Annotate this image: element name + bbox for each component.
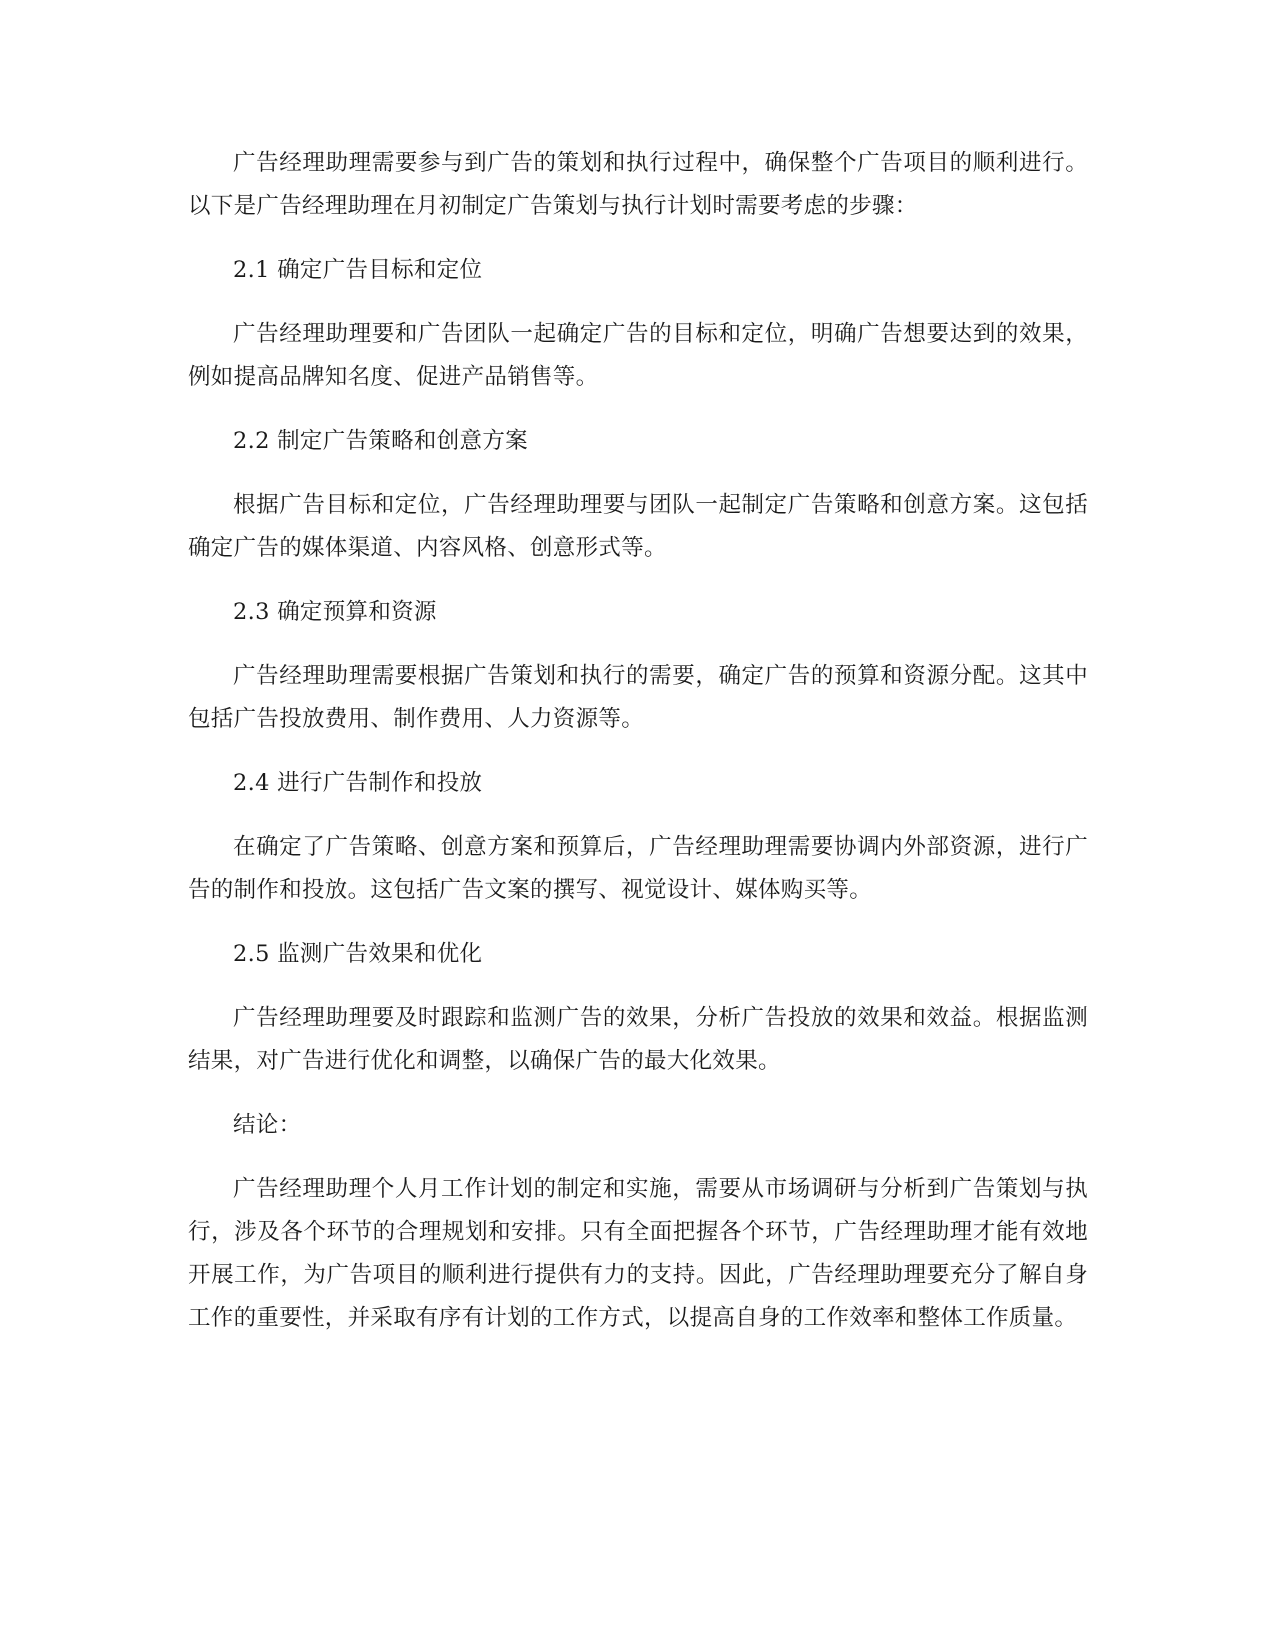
conclusion-paragraph: 广告经理助理个人月工作计划的制定和实施，需要从市场调研与分析到广告策划与执行，涉及各个环节的合理规划和安排。只有全面把握各个环节，广告经理助理才能有效地开展工作，为广告项目的顺利进行提供有力的支持。因此，广告经理助理要充分了解自身工作的重要性，并采取有序有计划的工作方式，以提高自身的工作效率和整体工作质量。: [188, 1176, 1088, 1331]
section-body-2-5: 广告经理助理要及时跟踪和监测广告的效果，分析广告投放的效果和效益。根据监测结果，对广告进行优化和调整，以确保广告的最大化效果。: [188, 1005, 1088, 1074]
section-body-2-4: 在确定了广告策略、创意方案和预算后，广告经理助理需要协调内外部资源，进行广告的制作和投放。这包括广告文案的撰写、视觉设计、媒体购买等。: [188, 834, 1088, 903]
section-body-2-1: 广告经理助理要和广告团队一起确定广告的目标和定位，明确广告想要达到的效果，例如提高品牌知名度、促进产品销售等。: [188, 321, 1088, 390]
document-body: [188, 142, 1088, 1361]
section-heading-2-2: 2.2 制定广告策略和创意方案: [233, 428, 528, 454]
intro-paragraph: 广告经理助理需要参与到广告的策划和执行过程中，确保整个广告项目的顺利进行。以下是广告经理助理在月初制定广告策划与执行计划时需要考虑的步骤：: [188, 150, 1088, 219]
section-heading-2-3: 2.3 确定预算和资源: [233, 599, 437, 625]
section-heading-2-5: 2.5 监测广告效果和优化: [233, 941, 483, 967]
conclusion-label: 结论：: [233, 1112, 302, 1138]
section-heading-2-1: 2.1 确定广告目标和定位: [233, 257, 483, 283]
section-body-2-3: 广告经理助理需要根据广告策划和执行的需要，确定广告的预算和资源分配。这其中包括广告投放费用、制作费用、人力资源等。: [188, 663, 1088, 732]
section-body-2-2: 根据广告目标和定位，广告经理助理要与团队一起制定广告策略和创意方案。这包括确定广告的媒体渠道、内容风格、创意形式等。: [188, 492, 1088, 561]
section-heading-2-4: 2.4 进行广告制作和投放: [233, 770, 483, 796]
